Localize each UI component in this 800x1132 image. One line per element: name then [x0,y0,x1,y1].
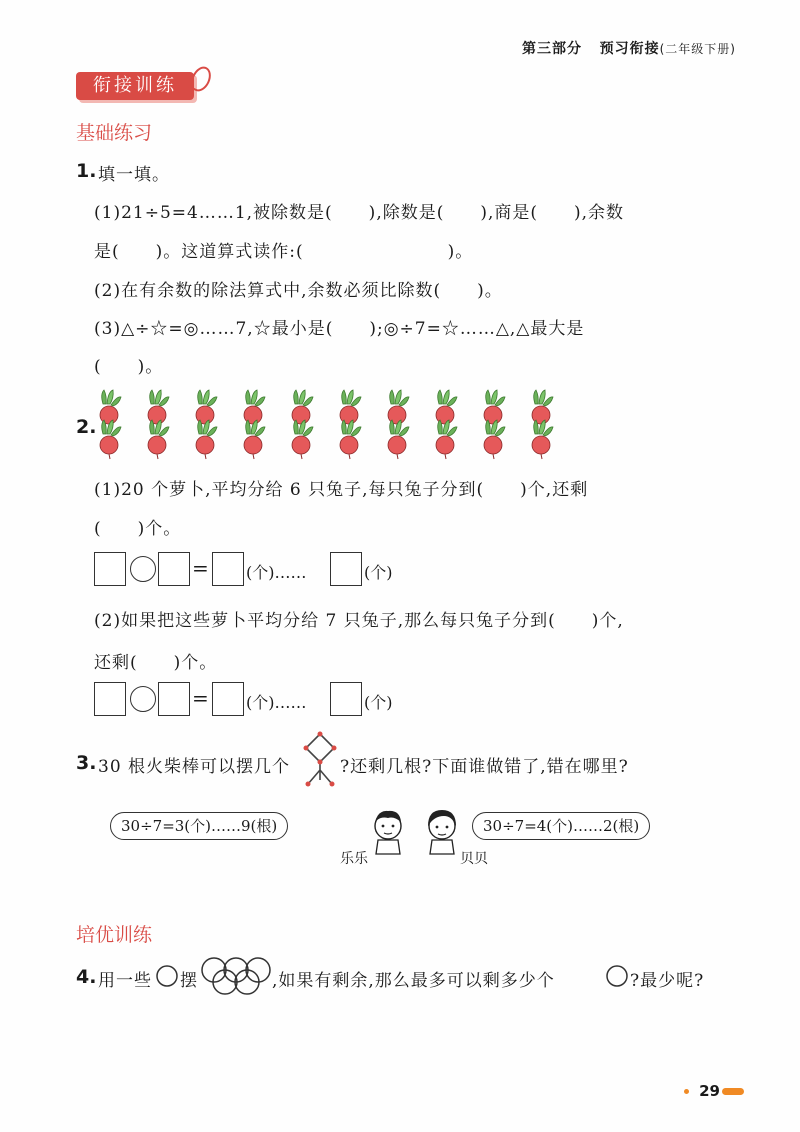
matchstick-shape-icon [300,730,340,792]
unit-remainder: (个) [364,563,393,582]
answer-box-dividend[interactable] [94,552,126,586]
unit-quotient-2: (个)…… [246,693,307,712]
q4-text-d: ?最少呢? [630,971,705,991]
answer-circle-operator[interactable] [130,556,156,582]
name-lele: 乐乐 [340,851,368,867]
page-bar-decoration [722,1088,744,1095]
answer-box-divisor[interactable] [158,552,190,586]
page-number: 29 [699,1082,720,1100]
answer-box-dividend-2[interactable] [94,682,126,716]
question-number-1: 1. [76,160,97,182]
q2-line-3: (2)如果把这些萝卜平均分给 7 只兔子,那么每只兔子分到( )个, [94,611,624,631]
circle-shape-icon [155,964,179,988]
speech-bubble-lele: 30÷7=3(个)……9(根) [110,812,288,840]
q3-text-b: ?还剩几根?下面谁做错了,错在哪里? [340,757,629,777]
circle-shape-icon-2 [605,964,629,988]
q1-line-1: (1)21÷5=4……1,被除数是( ),除数是( ),商是( ),余数 [94,203,625,223]
answer-circle-operator-2[interactable] [130,686,156,712]
q1-line-2: 是( )。这道算式读作:( )。 [94,242,474,262]
answer-box-quotient-2[interactable] [212,682,244,716]
section-title-advanced: 培优训练 [76,924,153,946]
section-banner: 衔接训练 [76,72,194,100]
q2-line-4: 还剩( )个。 [94,653,218,673]
question-number-3: 3. [76,752,97,774]
five-rings-icon [200,954,272,998]
boy-lele-avatar [364,804,414,856]
q2-line-2: ( )个。 [94,519,182,539]
answer-box-divisor-2[interactable] [158,682,190,716]
radish-illustration [96,386,566,462]
speech-bubble-beibei: 30÷7=4(个)……2(根) [472,812,650,840]
q1-line-4: (3)△÷☆=◎……7,☆最小是( );◎÷7=☆……△,△最大是 [94,319,585,339]
q1-line-5: ( )。 [94,357,164,377]
equals-sign-2: = [192,686,209,710]
page-dot-icon [684,1089,689,1094]
unit-quotient: (个)…… [246,563,307,582]
q1-line-3: (2)在有余数的除法算式中,余数必须比除数( )。 [94,281,503,301]
name-beibei: 贝贝 [460,851,488,867]
answer-box-remainder-2[interactable] [330,682,362,716]
question-number-4: 4. [76,966,97,988]
q4-text-a: 用一些 [98,971,152,991]
answer-box-quotient[interactable] [212,552,244,586]
answer-box-remainder[interactable] [330,552,362,586]
page-header [522,38,736,58]
section-title-basic: 基础练习 [76,122,153,144]
q4-text-b: 摆 [180,971,198,991]
question-number-2: 2. [76,416,97,438]
q1-title: 填一填。 [98,165,170,185]
q2-line-1: (1)20 个萝卜,平均分给 6 只兔子,每只兔子分到( )个,还剩 [94,480,589,500]
radish-row-bottom [100,420,553,459]
header-subtitle: (二年级下册) [659,42,736,56]
q4-text-c: ,如果有剩余,那么最多可以剩多少个 [272,971,555,991]
equals-sign: = [192,556,209,580]
radish-row-top [100,390,553,429]
unit-remainder-2: (个) [364,693,393,712]
header-part: 第三部分 [522,41,582,57]
q3-text-a: 30 根火柴棒可以摆几个 [98,757,291,777]
header-title: 预习衔接 [599,41,660,57]
